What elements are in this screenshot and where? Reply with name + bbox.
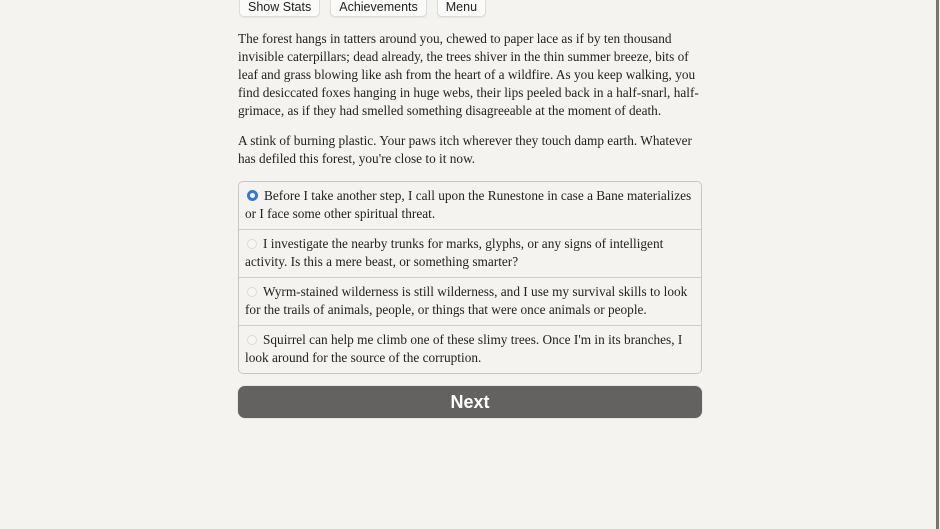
radio-unselected-icon[interactable] — [247, 335, 257, 345]
choice-label: I investigate the nearby trunks for marks, glyphs, or any signs of intelligent activity. Is this a mere beast, or something smarter? — [245, 236, 664, 269]
story-text — [238, 30, 702, 168]
choice-list — [238, 181, 702, 374]
radio-unselected-icon[interactable] — [247, 287, 257, 297]
choice-label: Wyrm-stained wilderness is still wilderness, and I use my survival skills to look for the trails of animals, people, or things that were once animals or people. — [245, 284, 688, 317]
choice-label: Before I take another step, I call upon the Runestone in case a Bane materializes or I face some other spiritual threat. — [245, 188, 692, 221]
top-toolbar — [239, 0, 702, 17]
game-container — [238, 0, 702, 418]
story-paragraph: The forest hangs in tatters around you, chewed to paper lace as if by ten thousand invisible caterpillars; dead already, the trees shiver in the thin summer breeze, bits of leaf and grass blowing like ash from the heart of a wildfire. As you keep walking, you find desiccated foxes hanging in huge webs, their lips peeled back in a half-snarl, half-grimace, as if they had smelled something disagreeable at the moment of death. — [238, 31, 699, 118]
story-paragraph: A stink of burning plastic. Your paws itch wherever they touch damp earth. Whatever has defiled this forest, you're close to it now. — [238, 133, 692, 166]
radio-unselected-icon[interactable] — [247, 239, 257, 249]
radio-selected-icon[interactable] — [247, 190, 258, 201]
choice-option-2[interactable] — [239, 229, 701, 277]
menu-button[interactable]: Menu — [437, 0, 486, 17]
next-button[interactable]: Next — [238, 386, 702, 418]
choice-option-1[interactable] — [239, 182, 701, 229]
window-scrollbar[interactable] — [936, 0, 939, 529]
choice-option-3[interactable] — [239, 277, 701, 325]
choice-option-4[interactable] — [239, 325, 701, 373]
achievements-button[interactable]: Achievements — [330, 0, 427, 17]
choice-label: Squirrel can help me climb one of these slimy trees. Once I'm in its branches, I look around for the source of the corruption. — [245, 332, 683, 365]
show-stats-button[interactable]: Show Stats — [239, 0, 320, 17]
